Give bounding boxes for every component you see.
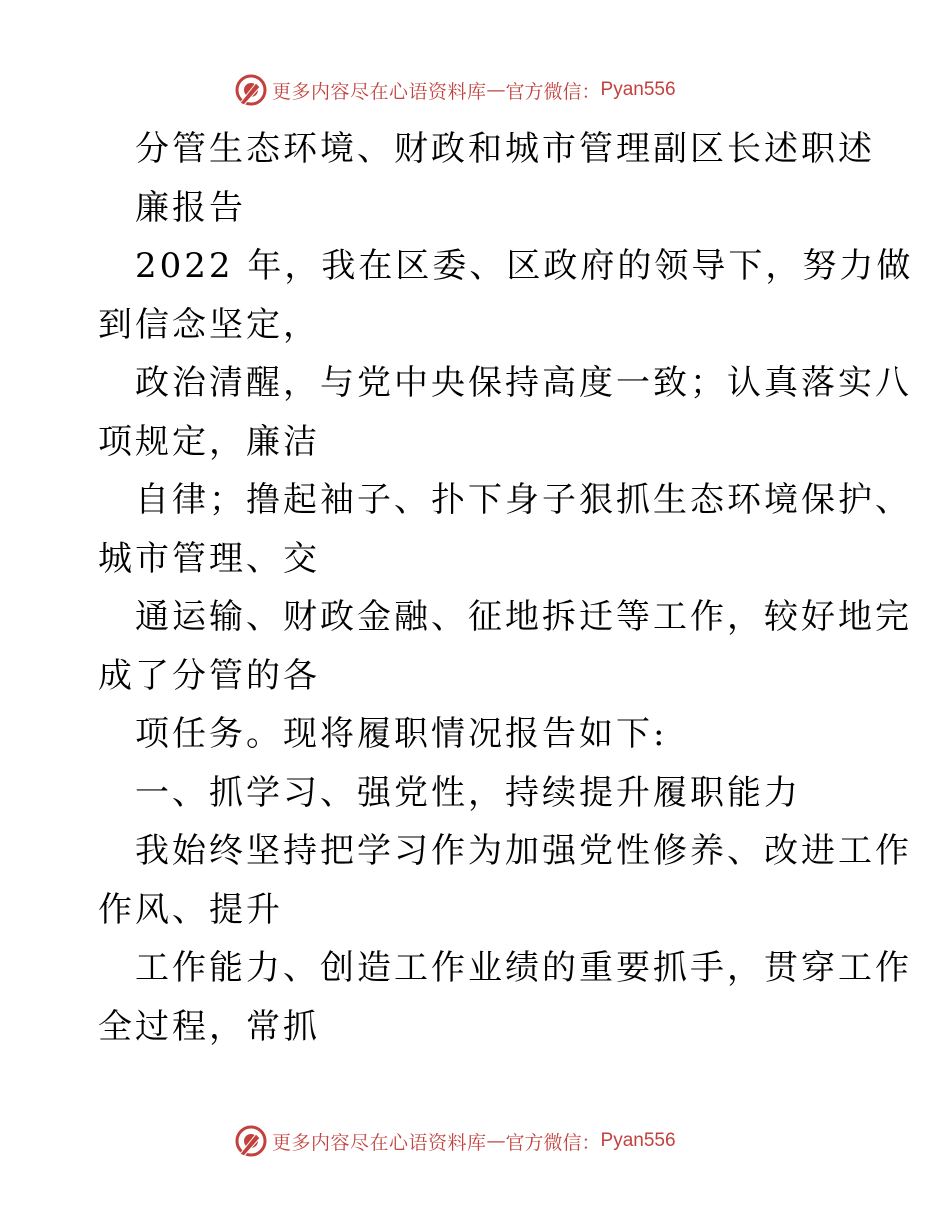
banner-wechat-id: Pyan556: [600, 1130, 676, 1151]
text-line: 到信念坚定，: [98, 304, 320, 345]
banner-wechat-id: Pyan556: [600, 79, 676, 100]
banner-text: 更多内容尽在心语资料库: [272, 80, 487, 103]
text-line: 工作能力、创造工作业绩的重要抓手，贯穿工作: [135, 948, 912, 988]
pen-logo-icon: [234, 73, 268, 107]
text-line: 成了分管的各: [98, 655, 320, 696]
document-body: [98, 120, 914, 1056]
text-line: 通运输、财政金融、征地拆迁等工作，较好地完: [135, 597, 912, 637]
text-line: 政治清醒，与党中央保持高度一致；认真落实八: [135, 363, 912, 403]
text-line: 自律；撸起袖子、扑下身子狠抓生态环境保护、: [135, 480, 912, 520]
banner-wechat-label: 官方微信：: [505, 1131, 601, 1154]
footer-watermark-banner: [234, 1121, 676, 1161]
header-watermark-banner: [234, 70, 676, 110]
banner-text: 更多内容尽在心语资料库: [272, 1131, 487, 1154]
banner-separator: —: [486, 1130, 506, 1152]
text-line: 我始终坚持把学习作为加强党性修养、改进工作: [135, 831, 912, 871]
text-line: 作风、提升: [98, 889, 283, 930]
text-line: 项任务。现将履职情况报告如下:: [135, 714, 668, 754]
text-line: 项规定，廉洁: [98, 421, 320, 462]
pen-logo-icon: [234, 1124, 268, 1158]
text-line: 城市管理、交: [98, 538, 320, 579]
text-line: 全过程，常抓: [98, 1006, 320, 1047]
banner-separator: —: [486, 79, 506, 101]
text-line: 2022 年，我在区委、区政府的领导下，努力做: [135, 246, 914, 286]
section-heading: 一、抓学习、强党性，持续提升履职能力: [135, 772, 801, 813]
banner-wechat-label: 官方微信：: [505, 80, 601, 103]
text-line: 廉报告: [135, 187, 246, 228]
text-line: 分管生态环境、财政和城市管理副区长述职述: [135, 129, 875, 169]
